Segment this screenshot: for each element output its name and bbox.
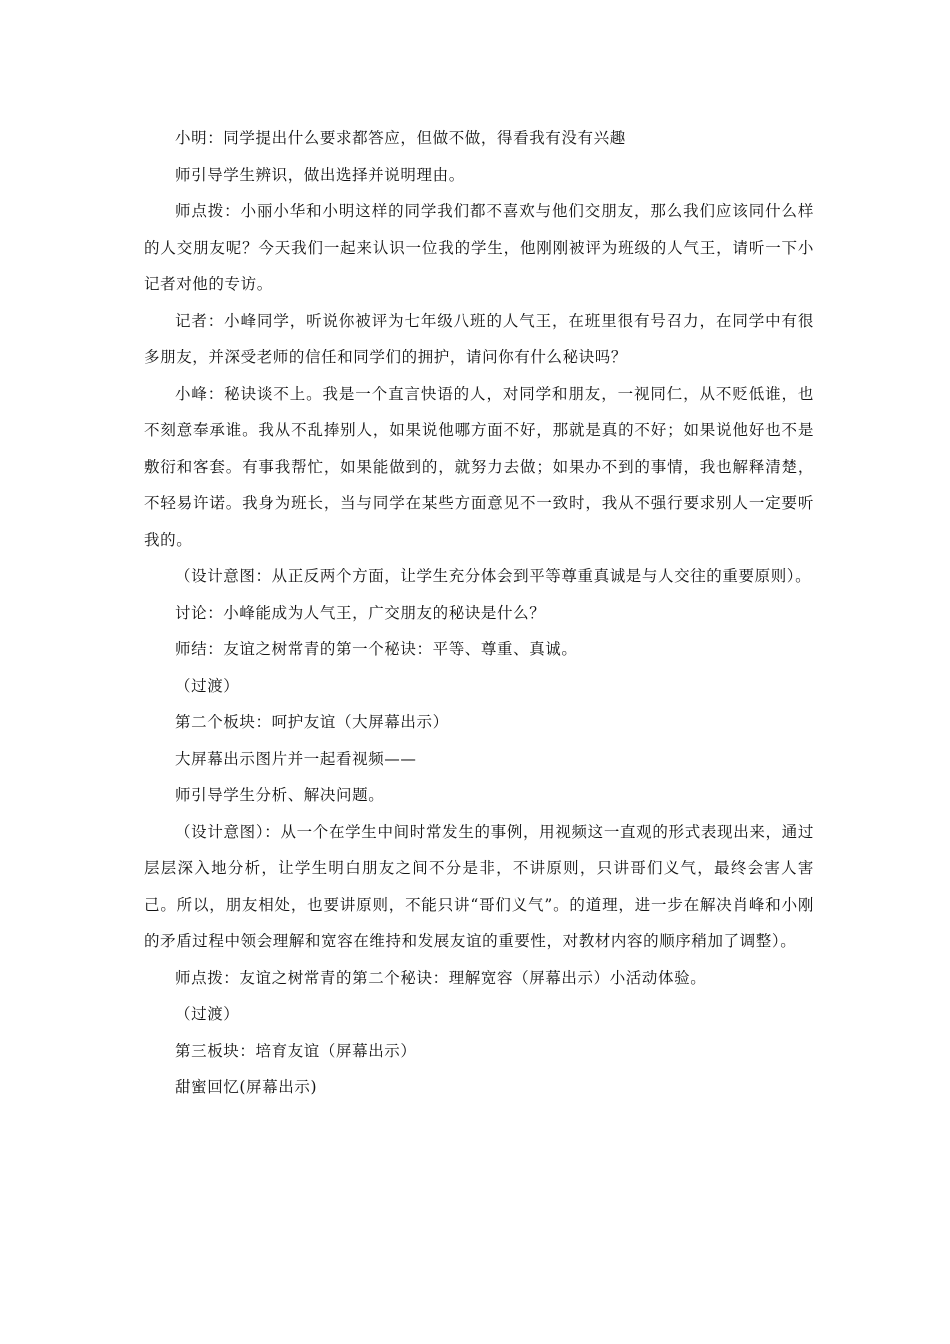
paragraph-teacher-summary: 师结：友谊之树常青的第一个秘诀：平等、尊重、真诚。 <box>175 640 578 658</box>
paragraph-teacher-pointer-2: 师点拨：友谊之树常青的第二个秘诀：理解宽容（屏幕出示）小活动体验。 <box>175 968 707 987</box>
paragraph-transition-2: （过渡） <box>175 1005 240 1023</box>
paragraph-xiaofeng-answer: 小峰：秘诀谈不上。我是一个直言快语的人，对同学和朋友，一视同仁，从不贬低谁，也不刻意奉承谁。我从不乱捧别人，如果说他哪方面不好，那就是真的不好；如果说他好也不是敷衍和客套。有事我帮忙，如果能做到的，就努力去做；如果办不到的事情，我也解释清楚，不轻易许诺。我身为班长，当与同学在某些方面意见不一致时，我从不强行要求别人一定要听我的。 <box>144 384 814 549</box>
paragraph-discussion: 讨论：小峰能成为人气王，广交朋友的秘诀是什么？ <box>175 603 546 622</box>
paragraph-sweet-memories: 甜蜜回忆(屏幕出示) <box>175 1078 318 1096</box>
paragraph-section-three: 第三板块：培育友谊（屏幕出示） <box>175 1041 417 1060</box>
paragraph-screen-video: 大屏幕出示图片并一起看视频—— <box>175 749 417 768</box>
paragraph-reporter-question: 记者：小峰同学，听说你被评为七年级八班的人气王，在班里很有号召力，在同学中有很多朋友，并深受老师的信任和同学们的拥护，请问你有什么秘诀吗？ <box>144 311 814 366</box>
paragraph-xiaoming: 小明：同学提出什么要求都答应，但做不做，得看我有没有兴趣 <box>175 129 626 147</box>
paragraph-section-two: 第二个板块：呵护友谊（大屏幕出示） <box>175 713 449 731</box>
paragraph-design-intent-2: （设计意图）：从一个在学生中间时常发生的事例，用视频这一直观的形式表现出来，通过层层深入地分析，让学生明白朋友之间不分是非，不讲原则，只讲哥们义气，最终会害人害己。所以，朋友相处，也要讲原则，不能只讲“哥们义气”。的道理，进一步在解决肖峰和小刚的矛盾过程中领会理解和宽容在维持和发展友谊的重要性，对教材内容的顺序稍加了调整）。 <box>144 822 814 950</box>
paragraph-design-intent-1: （设计意图：从正反两个方面，让学生充分体会到平等尊重真诚是与人交往的重要原则）。 <box>175 567 812 585</box>
paragraph-transition-1: （过渡） <box>175 676 240 695</box>
document-page <box>144 120 814 1106</box>
paragraph-teacher-pointer-1: 师点拨：小丽小华和小明这样的同学我们都不喜欢与他们交朋友，那么我们应该同什么样的人交朋友呢？今天我们一起来认识一位我的学生，他刚刚被评为班级的人气王，请听一下小记者对他的专访。 <box>144 202 814 293</box>
paragraph-teacher-guide-analyze: 师引导学生分析、解决问题。 <box>175 786 385 804</box>
paragraph-teacher-guide-identify: 师引导学生辨识，做出选择并说明理由。 <box>175 165 465 184</box>
